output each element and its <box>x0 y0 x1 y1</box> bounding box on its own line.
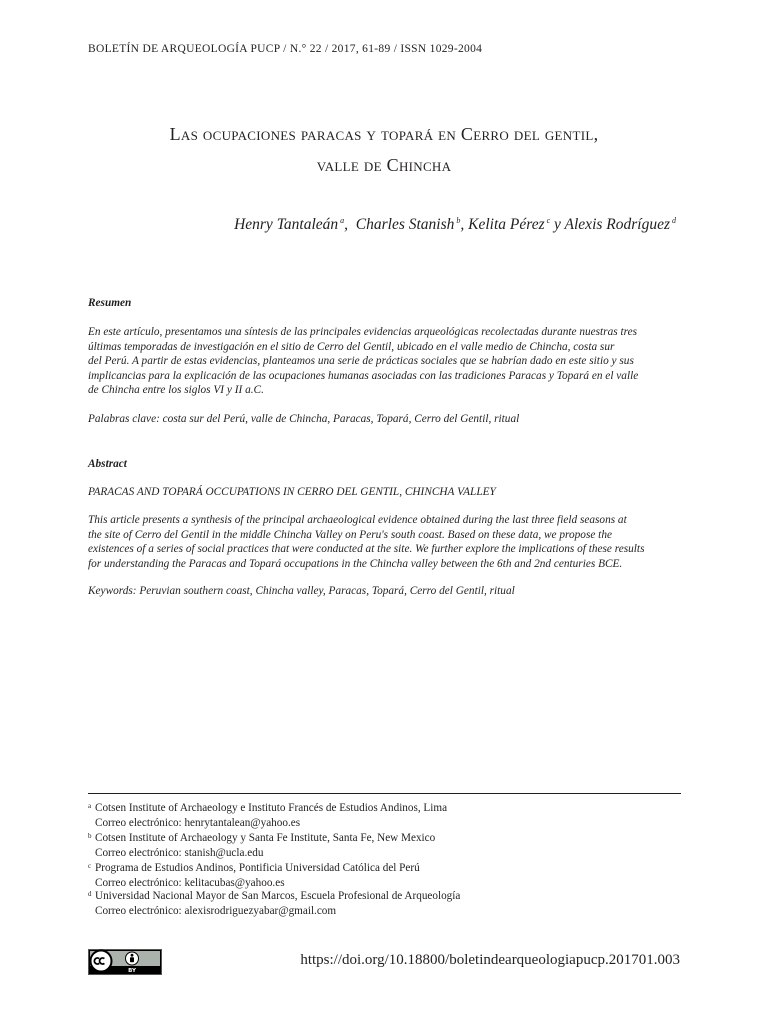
doi-link[interactable]: https://doi.org/10.18800/boletindearqueologiapucp.201701.003 <box>300 952 680 968</box>
abstract-keywords: Keywords: Peruvian southern coast, Chincha valley, Paracas, Topará, Cerro del Gentil, ritual <box>88 585 515 597</box>
resumen-line: de Chincha entre los siglos VI y II a.C. <box>88 384 264 397</box>
abstract-line: existences of a series of social practices that were conducted at the site. We further explore the implications of these results <box>88 543 645 556</box>
affiliation-mark: d <box>672 216 676 225</box>
affiliation-mark: b <box>456 216 461 225</box>
cc-by-text: BY <box>128 968 136 974</box>
footnote-email: Correo electrónico: kelitacubas@yahoo.es <box>95 877 285 889</box>
abstract-line: the site of Cerro del Gentil in the middle Chincha Valley on Peru's south coast. Based on these data, we propose the <box>88 528 612 541</box>
author-separator: , <box>344 216 356 233</box>
resumen-line: del Perú. A partir de estas evidencias, planteamos una serie de prácticas sociales que se habrían dado en este sitio y sus <box>88 355 634 368</box>
article-title-line-2: valle de Chincha <box>316 155 452 175</box>
author-separator: y <box>550 216 565 233</box>
journal-header: BOLETÍN DE ARQUEOLOGÍA PUCP / N.° 22 / 2017, 61-89 / ISSN 1029-2004 <box>88 43 483 55</box>
abstract-title: PARACAS AND TOPARÁ OCCUPATIONS IN CERRO DEL GENTIL, CHINCHA VALLEY <box>88 486 496 498</box>
resumen-keywords: Palabras clave: costa sur del Perú, valle de Chincha, Paracas, Topará, Cerro del Gentil, ritual <box>88 413 520 425</box>
footnote-email: Correo electrónico: henrytantalean@yahoo.es <box>95 817 301 829</box>
abstract-line: for understanding the Paracas and Topará occupations in the Chincha valley between the 6th and 2nd centuries BCE. <box>88 557 623 570</box>
cc-by-icon[interactable] <box>88 949 162 975</box>
author-list <box>88 216 680 234</box>
footnote-affiliation: Cotsen Institute of Archaeology e Instituto Francés de Estudios Andinos, Lima <box>95 802 448 814</box>
abstract-body <box>88 513 680 571</box>
footnote-affiliation: Programa de Estudios Andinos, Pontificia Universidad Católica del Perú <box>95 862 420 874</box>
cc-by-badge-graphic <box>88 949 162 975</box>
footnote-email: Correo electrónico: alexisrodriguezyabar@gmail.com <box>95 905 337 917</box>
resumen-line: últimas temporadas de investigación en el sitio de Cerro del Gentil, ubicado en el valle medio de Chincha, costa sur <box>88 340 615 353</box>
resumen-heading: Resumen <box>88 297 132 309</box>
author-name: Kelita Pérez <box>468 216 545 233</box>
affiliation-mark: c <box>546 216 551 225</box>
article-title-line-1: Las ocupaciones paracas y topará en Cerro del gentil, <box>169 124 599 144</box>
author-name: Charles Stanish <box>355 216 455 233</box>
resumen-line: En este artículo, presentamos una síntesis de las principales evidencias arqueológicas recolectadas durante nuestras tres <box>88 326 637 338</box>
footnote-divider <box>88 793 681 794</box>
resumen-line: implicancias para la explicación de las ocupaciones humanas asociadas con las tradiciones Paracas y Topará en el valle <box>88 369 639 382</box>
affiliation-mark: a <box>340 216 345 225</box>
footnote-affiliation: Universidad Nacional Mayor de San Marcos, Escuela Profesional de Arqueología <box>95 890 461 902</box>
resumen-body <box>88 325 680 398</box>
author-name: Henry Tantaleán <box>234 216 339 233</box>
footnote-affiliation: Cotsen Institute of Archaeology y Santa Fe Institute, Santa Fe, New Mexico <box>95 832 436 844</box>
author-separator: , <box>460 216 469 233</box>
author-name: Alexis Rodríguez <box>564 216 670 233</box>
footnote-mark: a <box>88 802 92 810</box>
abstract-heading: Abstract <box>88 458 127 470</box>
footnote-mark: b <box>88 832 92 840</box>
footnote-email: Correo electrónico: stanish@ucla.edu <box>95 847 264 859</box>
abstract-line: This article presents a synthesis of the principal archaeological evidence obtained during the last three field seasons at <box>88 514 627 526</box>
footnote-mark: d <box>88 890 92 898</box>
footnote-mark: c <box>88 862 92 870</box>
